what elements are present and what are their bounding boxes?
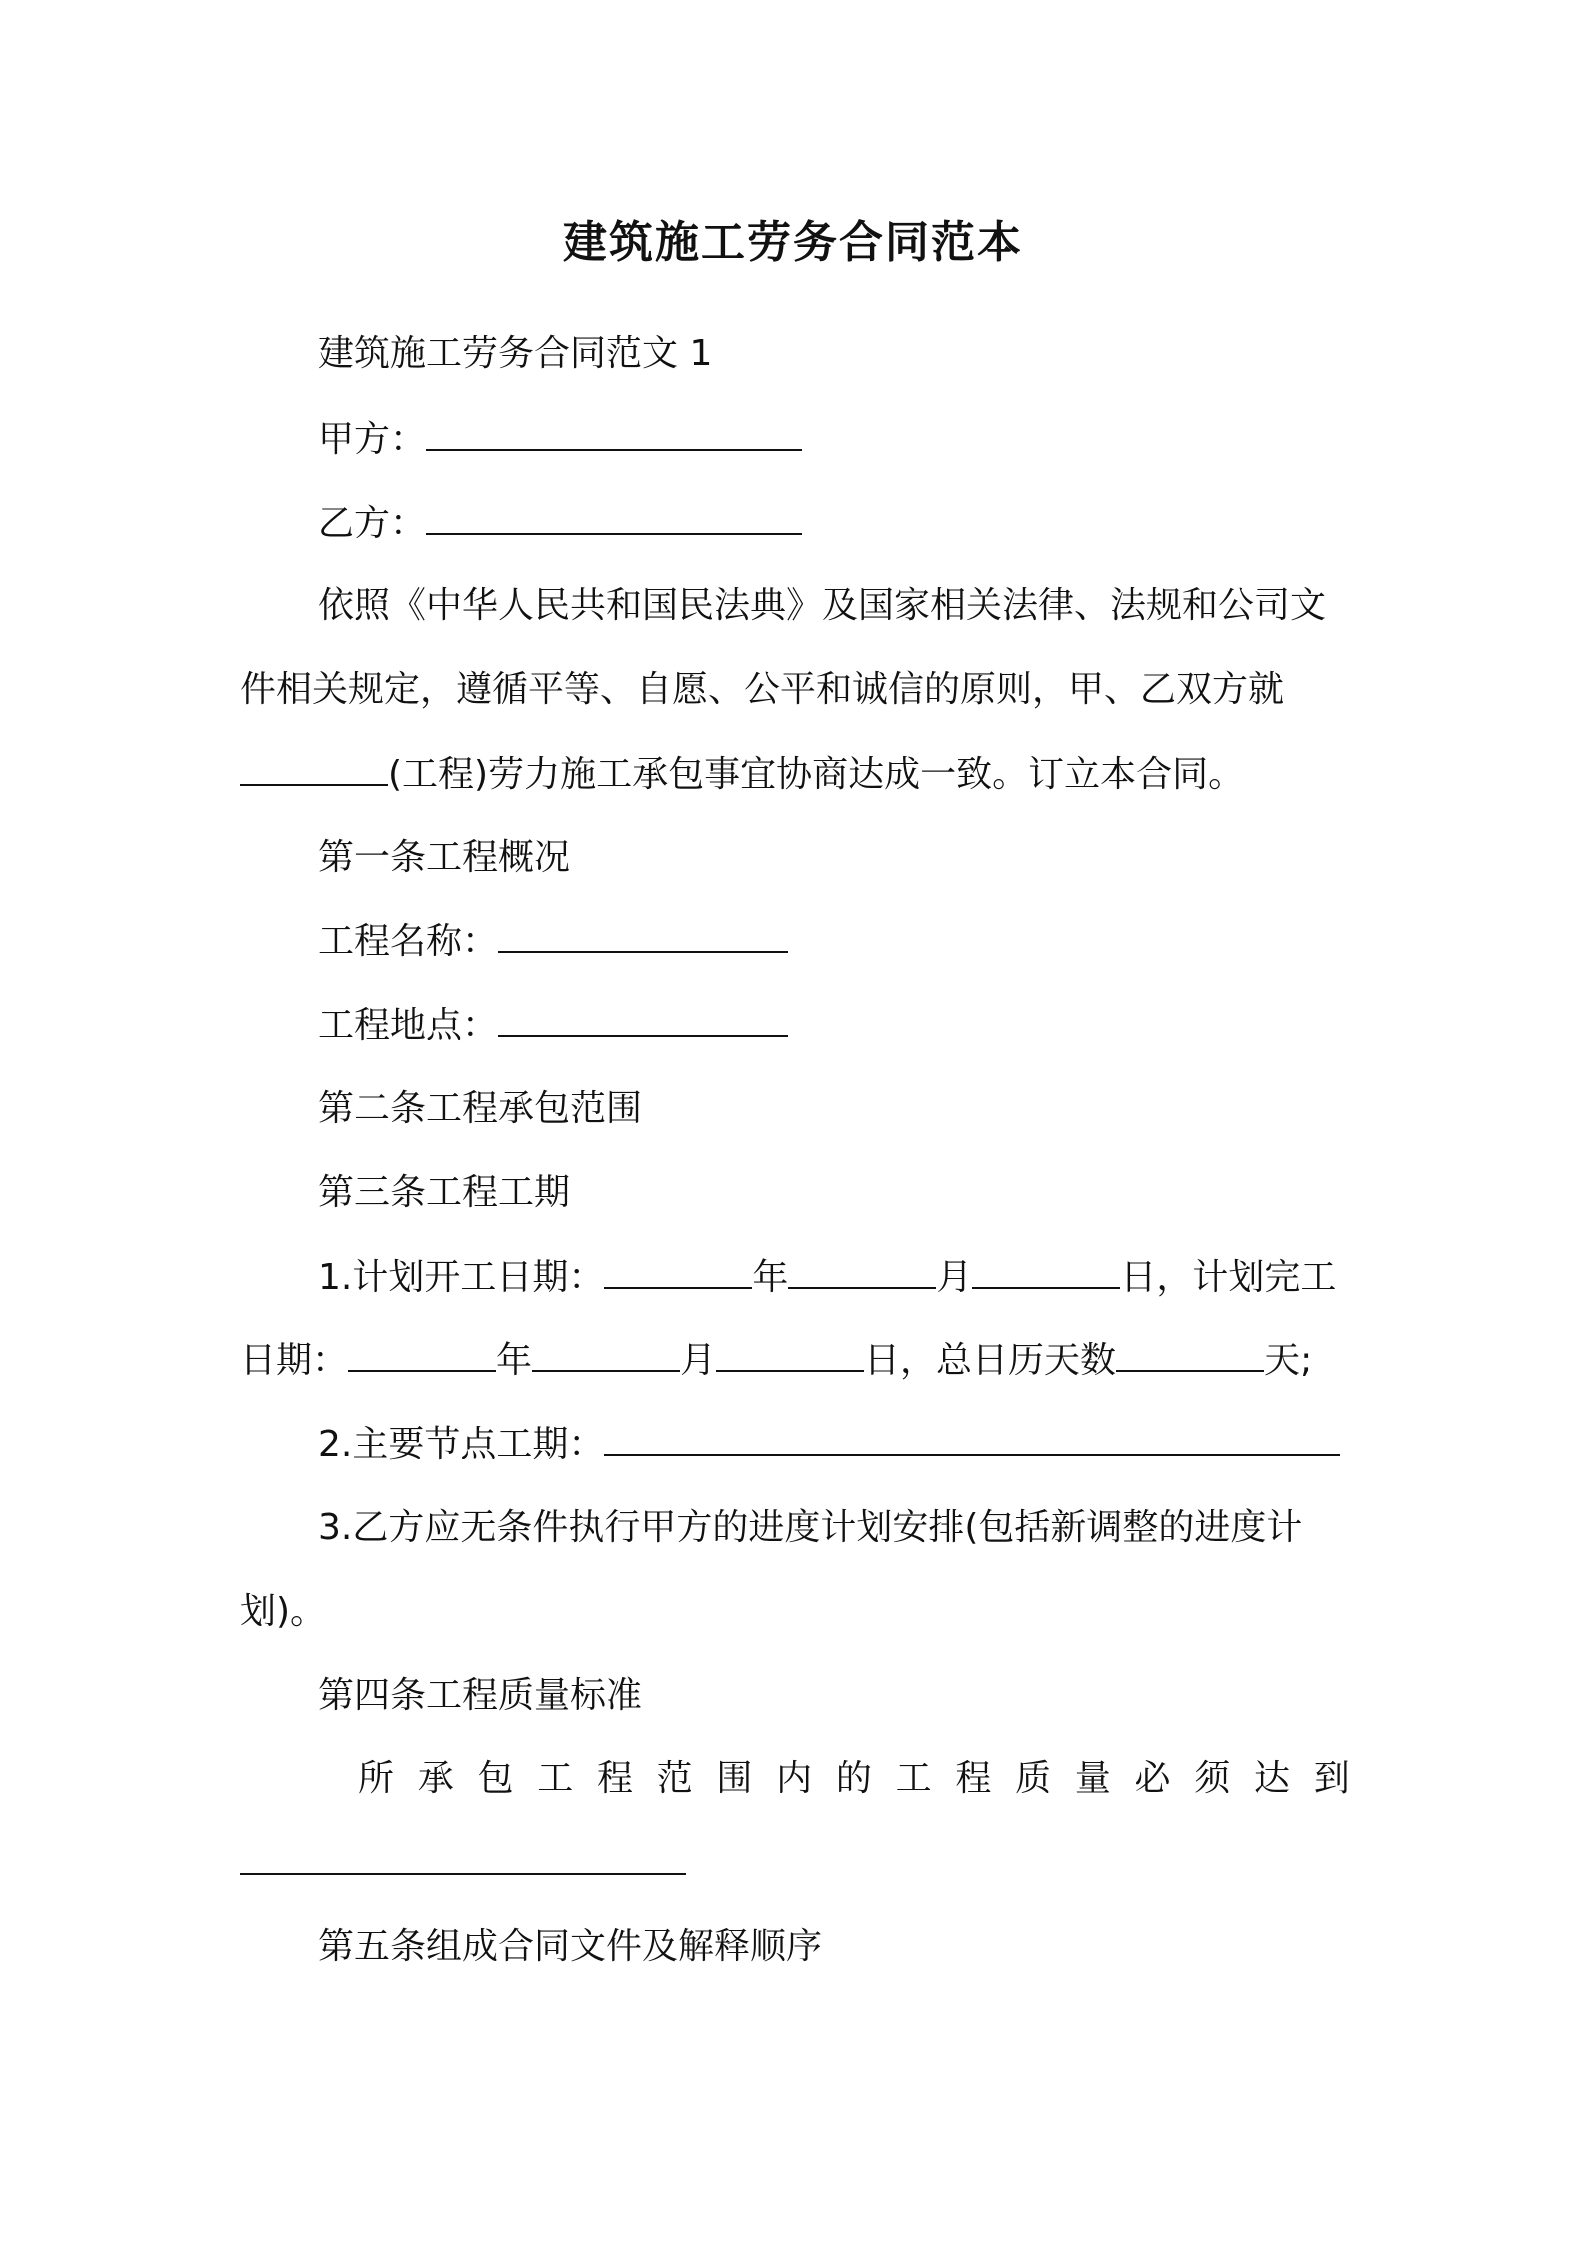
quality-char: 到 <box>1313 1758 1350 1799</box>
project-name-label: 工程名称： <box>318 921 499 962</box>
schedule-line-2: 划)。 <box>240 1591 327 1632</box>
project-name-line <box>318 915 1350 968</box>
quality-char: 程 <box>955 1758 992 1799</box>
day-planned-label: 日，计划完工 <box>1120 1257 1337 1298</box>
days-end-label: 天; <box>1264 1340 1313 1381</box>
article-4-heading: 第四条工程质量标准 <box>318 1675 643 1716</box>
project-place-blank <box>498 999 788 1037</box>
party-a-blank <box>426 413 802 451</box>
subtitle: 建筑施工劳务合同范文 1 <box>318 333 713 374</box>
party-b-line <box>318 497 1350 550</box>
end-year-blank <box>348 1334 496 1372</box>
party-b-blank <box>426 497 802 535</box>
year-label: 年 <box>496 1340 533 1381</box>
project-blank <box>240 748 388 786</box>
milestone-line <box>318 1418 1350 1471</box>
start-year-blank <box>604 1251 752 1289</box>
total-days-blank <box>1116 1334 1264 1372</box>
quality-char: 范 <box>656 1758 693 1799</box>
schedule-line-1: 3.乙方应无条件执行甲方的进度计划安排(包括新调整的进度计 <box>318 1507 1303 1548</box>
project-place-label: 工程地点： <box>318 1005 499 1046</box>
end-date-label: 日期： <box>240 1340 349 1381</box>
intro-line-3-text: (工程)劳力施工承包事宜协商达成一致。订立本合同。 <box>388 754 1245 795</box>
start-day-blank <box>972 1251 1120 1289</box>
article-5-heading: 第五条组成合同文件及解释顺序 <box>318 1926 823 1967</box>
article-1-heading: 第一条工程概况 <box>318 837 571 878</box>
quality-char: 工 <box>537 1758 574 1799</box>
quality-char: 达 <box>1254 1758 1291 1799</box>
party-a-label: 甲方： <box>318 419 427 460</box>
party-b-label: 乙方： <box>318 503 427 544</box>
month-label: 月 <box>680 1340 717 1381</box>
quality-char: 内 <box>776 1758 813 1799</box>
month-label: 月 <box>936 1257 973 1298</box>
article-2-heading: 第二条工程承包范围 <box>318 1088 643 1129</box>
project-place-line <box>318 999 1350 1052</box>
day-total-label: 日，总日历天数 <box>864 1340 1117 1381</box>
quality-char: 量 <box>1074 1758 1111 1799</box>
quality-char: 围 <box>716 1758 753 1799</box>
milestone-blank <box>604 1418 1340 1456</box>
quality-char: 的 <box>835 1758 872 1799</box>
milestone-label: 2.主要节点工期： <box>318 1424 605 1465</box>
article-3-heading: 第三条工程工期 <box>318 1172 571 1213</box>
party-a-line <box>318 413 1350 466</box>
intro-line-2: 件相关规定，遵循平等、自愿、公平和诚信的原则，甲、乙双方就 <box>240 669 1285 710</box>
quality-blank <box>240 1837 686 1875</box>
quality-standard-line <box>358 1753 1350 1805</box>
end-month-blank <box>532 1334 680 1372</box>
quality-char: 必 <box>1134 1758 1171 1799</box>
end-date-line <box>240 1334 1350 1387</box>
start-month-blank <box>788 1251 936 1289</box>
quality-char: 所 <box>358 1758 395 1799</box>
quality-blank-line <box>240 1837 1350 1890</box>
year-label: 年 <box>752 1257 789 1298</box>
quality-char: 程 <box>596 1758 633 1799</box>
quality-char: 质 <box>1015 1758 1052 1799</box>
quality-char: 工 <box>895 1758 932 1799</box>
project-name-blank <box>498 915 788 953</box>
intro-line-3 <box>240 748 1350 801</box>
document-title: 建筑施工劳务合同范本 <box>563 217 1023 268</box>
quality-char: 须 <box>1194 1758 1231 1799</box>
start-date-line <box>318 1251 1350 1304</box>
end-day-blank <box>716 1334 864 1372</box>
intro-line-1: 依照《中华人民共和国民法典》及国家相关法律、法规和公司文 <box>318 585 1327 626</box>
quality-char: 包 <box>477 1758 514 1799</box>
quality-char: 承 <box>417 1758 454 1799</box>
start-date-label: 1.计划开工日期： <box>318 1257 605 1298</box>
